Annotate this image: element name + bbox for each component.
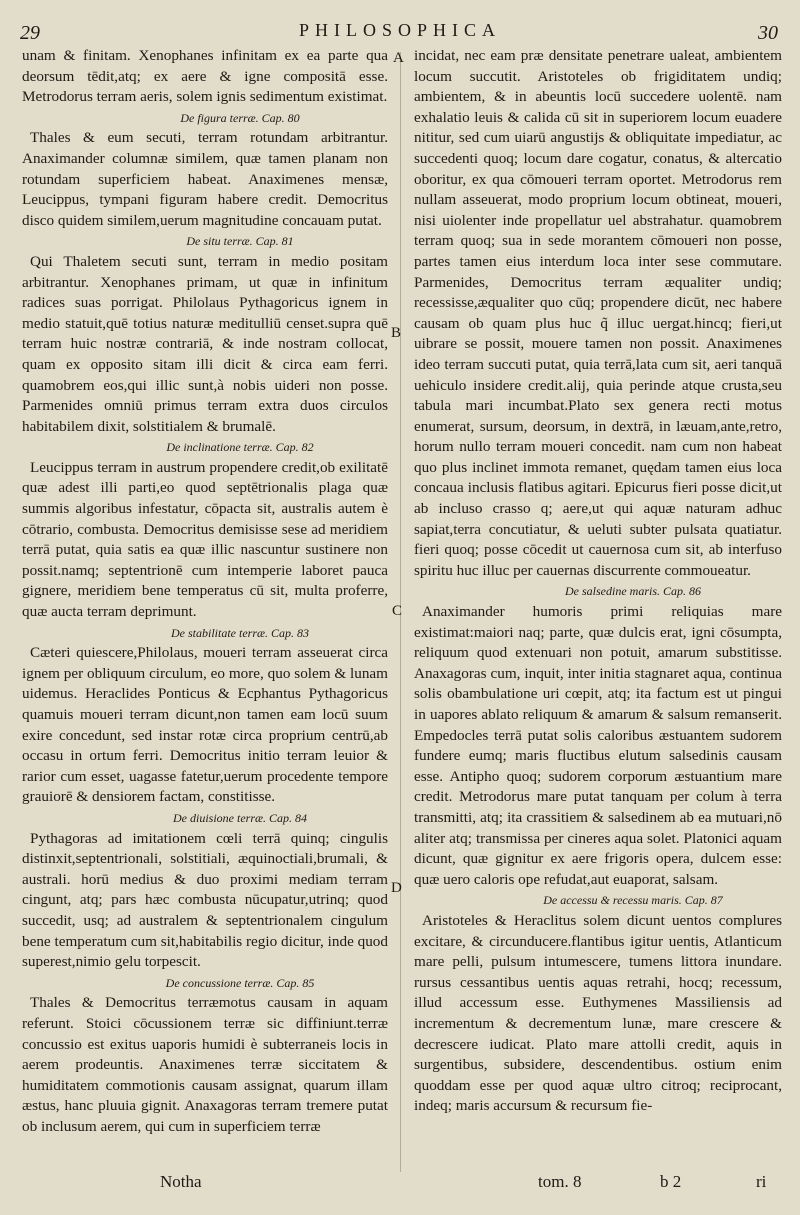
- paragraph: Anaximander humoris primi reliquias mare existimat:maiori naq; parte, quæ dulcis erat, igni cōsumpta, reliquum quod extenuari non potuit, amarum substitisse. Anaxagoras cum, inquit, inter initia stagnaret aqua, continua solis obambulatione uri cœpit, atq; ita factum est ut pingui in uapores ablato reliquum & amarum & salsum remanserit. Empedocles terrā putat solis caloribus æstuantem sudorem fundere eumq; maris fluctibus elutum salsedinis causam esse. Antipho quoq; sudorem corporum æstuantium mare credit. Metrodorus mare putat tanquam per colum à terra transmitti, atq; ita crassitiem & salsedinem ab ea mutuari,nō aliter atq; transmissa per cineres aqua solet. Platonici aquam dicunt, quæ gignitur ex aere frigoris opera, dulcem esse: quæ uero caloris ope refudat,aut euaporat, salsam.: [414, 603, 782, 888]
- catchword: Notha: [160, 1172, 202, 1191]
- signature-page: ri: [756, 1172, 767, 1191]
- volume-mark: tom. 8: [538, 1172, 582, 1191]
- page-header: [0, 0, 800, 52]
- chapter-heading: De inclinatione terræ. Cap. 82: [166, 440, 314, 455]
- paragraph: Thales & eum secuti, terram rotundam arbitrantur. Anaximander columnæ similem, quæ tamen planam non rotundam superficiem habeat. Anaximenes mensæ, Leucippus, tympani figuram habere credit. Democritus disco quidem similem,uerum magnitudine concauam putat.: [22, 129, 388, 229]
- right-column: [414, 46, 782, 1117]
- paragraph: Qui Thaletem secuti sunt, terram in medio positam arbitrantur. Xenophanes primam, ut quæ in infinitum radices suas porrigat. Philolaus Pythagoricus ignem in medio statuit,quē totius naturæ meditulliū censet.supra quē terram huic nostræ contrariā, & inde nostram collocat, quam ex opposito sitam illi dicit & circa eam ferri. quamobrem eos,qui illic sunt,à nobis uideri non posse. Parmenides omniū primus terram extra duos circulos habitabilem dixit, solstitialem & brumalē.: [22, 252, 388, 435]
- chapter-heading: De figura terræ. Cap. 80: [180, 110, 300, 125]
- margin-letter-a: A: [393, 50, 404, 66]
- chapter-heading: De stabilitate terræ. Cap. 83: [171, 625, 309, 640]
- page-number-right: 30: [758, 22, 778, 44]
- running-title: PHILOSOPHICA: [298, 20, 502, 40]
- chapter-heading: De diuisione terræ. Cap. 84: [173, 810, 307, 825]
- margin-letter-c: C: [392, 603, 403, 619]
- paragraph: Thales & Democritus terræmotus causam in aquam referunt. Stoici cōcussionem terræ sic diffiniunt.terræ concussio est exitus uaporis humidi è subterraneis locis in aerem prodeuntis. Anaximenes terræ siccitatem & humiditatem commotionis causam assignat, quarum illam æstus, hanc pluuia gignit. Anaxagoras terram tremere putat ob inclusum aerem, qui cum in superficiem terræ: [22, 994, 388, 1135]
- paragraph: Leucippus terram in austrum propendere credit,ob exilitatē quæ adest illi parti,eo quod septētrionalis plaga quæ summis algoribus infestatur, cōpacta sit, australis autem è cōtrario, combusta. Democritus demisisse sese ad meridiem terrā putat, quia satis ea quæ illic nascuntur sustinere non possit.namq; septentrionē cum intemperie laboret pauca gignere, meridiem bene temperatus cū sit, multa proferre, quæ aucta terram deprimunt.: [22, 458, 388, 621]
- margin-letter-b: B: [391, 325, 402, 341]
- chapter-heading: De salsedine maris. Cap. 86: [565, 584, 701, 599]
- signature-mark: b 2: [660, 1172, 682, 1191]
- chapter-heading: De situ terræ. Cap. 81: [186, 234, 294, 249]
- margin-letter-d: D: [391, 880, 402, 896]
- chapter-heading: De concussione terræ. Cap. 85: [165, 975, 315, 990]
- paragraph: incidat, nec eam præ densitate penetrare ualeat, ambientem locum succutit. Aristoteles ob frigiditatem undiq; ambientem, & in abeuntis locū succedere uolentē. nam exhalatio leuis & calida cū sit in superiorem locum euadere nititur, sed cum uiarū angustijs & obliquitate impediatur, ac succedenti quoq; locum dare cogatur, conatus, & altercatio oboritur, ex qua cōmoueri terram oportet. Metrodorus rem nullam asseuerat, modo proprium locum obtineat, moueri, nisi uiolenter inde propellatur uel abstrahatur. quamobrem terram quoq; sua in sede morantem cōmoueri non posse, partes tamen eius interdum loca inter sese commutare. Parmenides, Democritus terram æqualiter undiq; recessisse,æqualiter quo cūq; propendere dicūt, nec habere causam ob quam plus huc q̃ illuc uergat.hincq; fieri,ut uibrare se possit, mouere tamen non possit. Anaximenes ideo terram succuti putat, quia terrā,lata cum sit, aeri tanquā uehiculo insidere credit.alij, quia perinde atque crusta,seu tabula mari incumbat.Plato sex genera recti motus enumerat, sursum, deorsum, in dextrā, in læuam,ante,retro, horum nullo terram moueri concedit. nam cum non habeat quo plus inclinet immota remanet, quędam tamen eius loca concaua inclusis flatibus agitari. Epicurus fieri posse dicit,ut ab incluso crasso q; aere,ut qui aquæ naturam adhuc sapiat,terra concutiatur, & ueluti subter pulsata quatiatur. fieri quoq; posse cōcedit ut cauernosa cum sit, ab interfuso spiritu huc illuc per cauernas discurrente commoueatur.: [414, 47, 782, 579]
- paragraph: unam & finitam. Xenophanes infinitam ex ea parte qua deorsum tēdit,atq; ex aere & igne compositā esse. Metrodorus terram aeris, solem ignis sedimentum existimat.: [22, 47, 388, 106]
- paragraph: Pythagoras ad imitationem cœli terrā quinq; cingulis distinxit,septentrionali, solstitiali, æquinoctiali,brumali, & australi. horū medius & duo proximi mediam terram cingunt, atq; pars hæc combusta nūcupatur,utrinq; quod succedit, usq; ad australem & septentrionalem cingulum bene temperatum cum sit,habitabilis regio dicitur, inde quod superest,nimio gelu torpescit.: [22, 829, 388, 971]
- page-number-left: 29: [20, 22, 40, 44]
- left-column: [22, 46, 388, 1137]
- chapter-heading: De accessu & recessu maris. Cap. 87: [543, 893, 723, 908]
- paragraph: Aristoteles & Heraclitus solem dicunt uentos complures excitare, & circunducere.flantibus igitur uentis, Atlanticum mare pelli, pulsum intumescere, tumens littora inundare. rursus cessantibus uentis aquas retrahi, hocq; recessum, illud accessum esse. Euthymenes Massiliensis ad incrementum & decrementum lunæ, mare crescere & decrescere iudicat. Plato mare attolli credit, aquis in surgentibus, subsidere, descendentibus. ostium enim quoddam esse per quod aquæ ultro citroq; reciprocant, indeq; maris accursum & recursum fie-: [414, 911, 782, 1115]
- paragraph: Cæteri quiescere,Philolaus, moueri terram asseuerat circa ignem per obliquum circulum, eo more, quo solem & lunam uidemus. Heraclides Ponticus & Ecphantus Pythagoricus quamuis moueri terram dicunt,non tamen eam locū suum exire concedunt, sed instar rotæ circa proprium centrū,ab occasu in ortum ferri. Democritus initio terram leuior & rarior cum esset, uagasse fatetur,uerum procedente tempore grauiorē & densiorem factam, constitisse.: [22, 644, 388, 806]
